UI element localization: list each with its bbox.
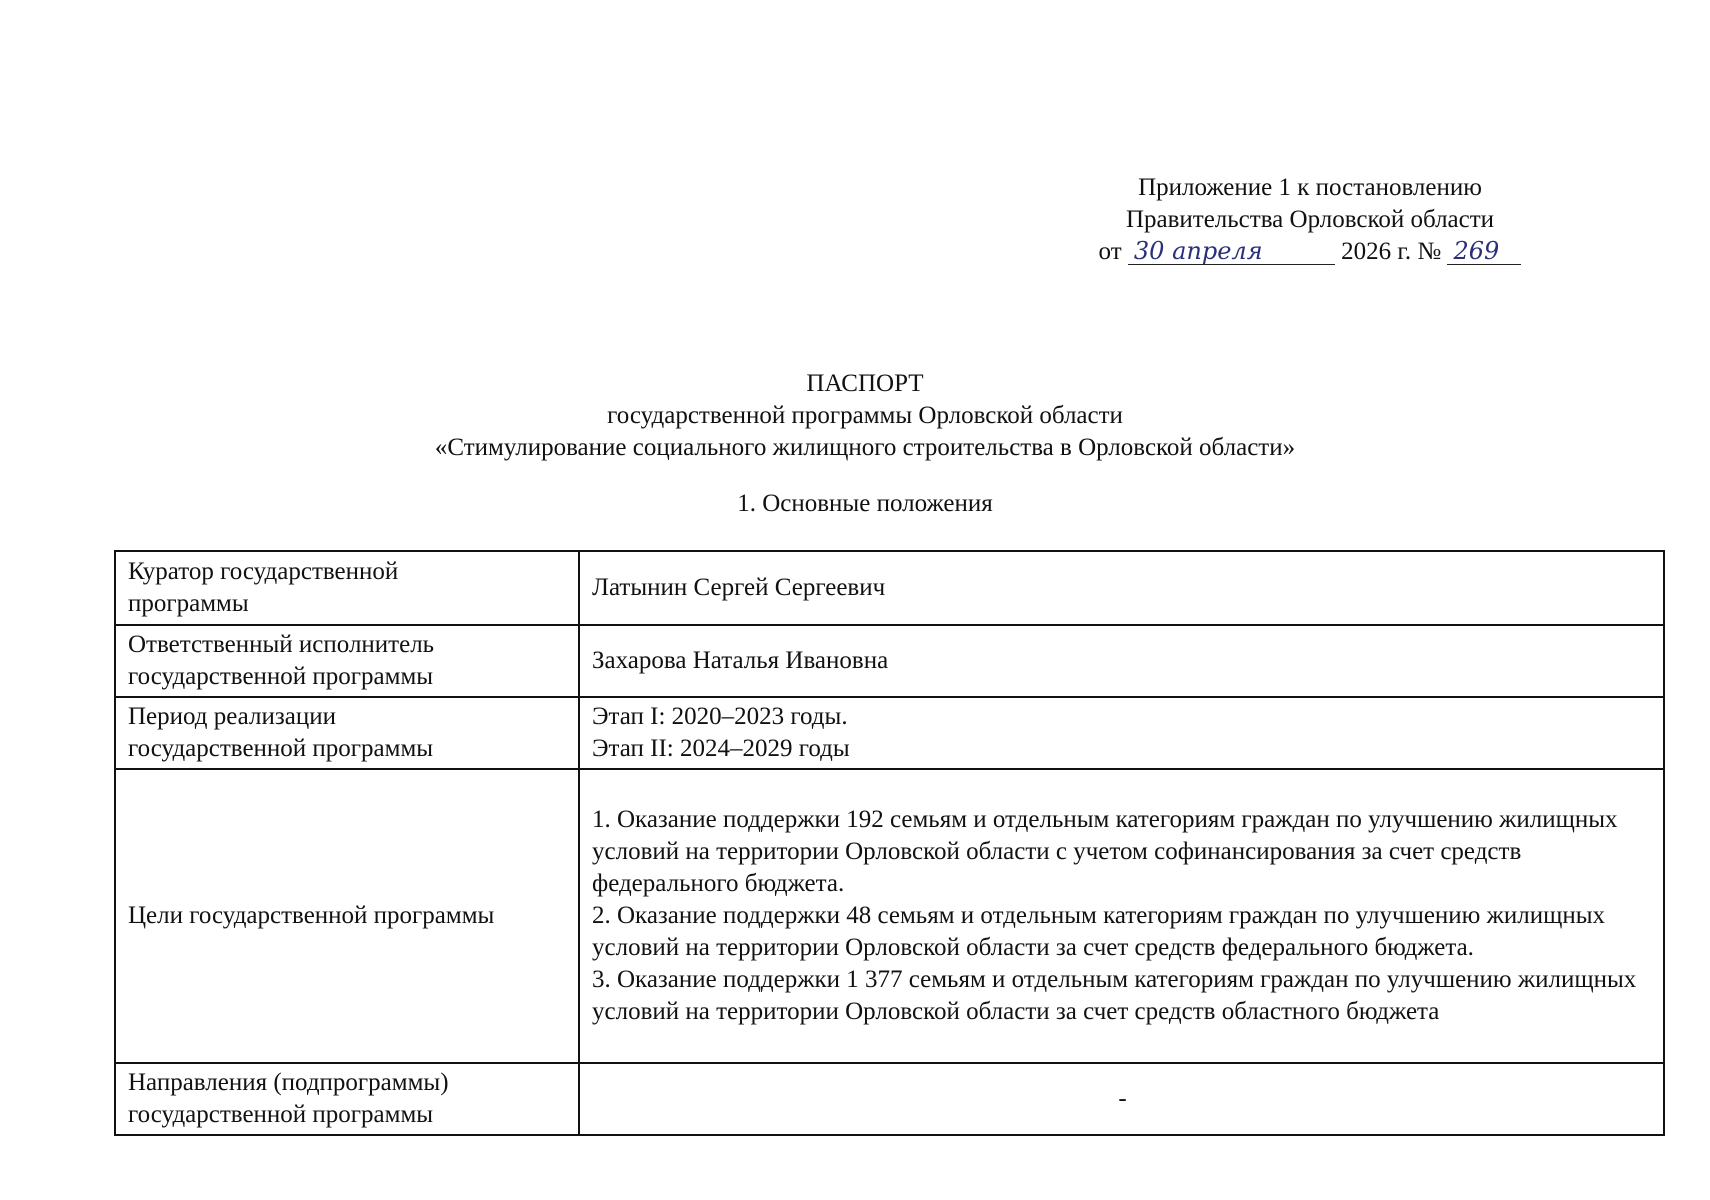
row-value: Захарова Наталья Ивановна <box>579 625 1664 697</box>
goal-item: 1. Оказание поддержки 192 семьям и отдельным категориям граждан по улучшению жилищных условий на территории Орловской области с учетом софинансирования за счет средств федерального бюджета. <box>592 806 1618 897</box>
row-label <box>115 1063 579 1135</box>
row-label <box>115 697 579 769</box>
passport-table <box>114 550 1665 1136</box>
table-row <box>115 551 1664 625</box>
approval-line-1: Приложение 1 к постановлению <box>1138 174 1482 201</box>
row-value: Латынин Сергей Сергеевич <box>579 551 1664 625</box>
label-line: Куратор государственной <box>128 558 399 585</box>
title-heading: ПАСПОРТ <box>806 370 924 397</box>
approval-date-line <box>1060 236 1560 268</box>
handwritten-number: 269 <box>1447 238 1521 265</box>
label-line: Период реализации <box>128 703 336 730</box>
goal-item: 2. Оказание поддержки 48 семьям и отдельным категориям граждан по улучшению жилищных условий на территории Орловской области за счет средств федерального бюджета. <box>592 902 1606 961</box>
row-label <box>115 551 579 625</box>
goal-item: 3. Оказание поддержки 1 377 семьям и отдельным категориям граждан по улучшению жилищных условий на территории Орловской области за счет средств областного бюджета <box>592 966 1637 1025</box>
row-value <box>579 769 1664 1063</box>
approval-prefix: от <box>1098 238 1122 265</box>
handwritten-date: 30 апреля <box>1128 238 1335 265</box>
period-stage-2: Этап II: 2024–2029 годы <box>592 735 850 762</box>
label-line: Ответственный исполнитель <box>128 631 435 658</box>
document-title <box>0 368 1710 464</box>
approval-year: 2026 г. № <box>1341 238 1442 265</box>
label-line: государственной программы <box>128 1101 434 1128</box>
row-label: Цели государственной программы <box>115 769 579 1063</box>
label-line: государственной программы <box>128 663 434 690</box>
table-row <box>115 1063 1664 1135</box>
label-line: программы <box>128 590 249 617</box>
row-value <box>579 697 1664 769</box>
period-stage-1: Этап I: 2020–2023 годы. <box>592 703 848 730</box>
row-value: - <box>579 1063 1664 1135</box>
table-row <box>115 625 1664 697</box>
title-line-2: государственной программы Орловской области <box>607 402 1123 429</box>
label-line: государственной программы <box>128 735 434 762</box>
table-row <box>115 697 1664 769</box>
label-line: Направления (подпрограммы) <box>128 1069 449 1096</box>
section-heading: 1. Основные положения <box>737 490 993 517</box>
approval-block <box>1060 172 1560 268</box>
table-row <box>115 769 1664 1063</box>
approval-line-2: Правительства Орловской области <box>1125 206 1495 233</box>
title-line-3: «Стимулирование социального жилищного строительства в Орловской области» <box>434 434 1296 461</box>
row-label <box>115 625 579 697</box>
